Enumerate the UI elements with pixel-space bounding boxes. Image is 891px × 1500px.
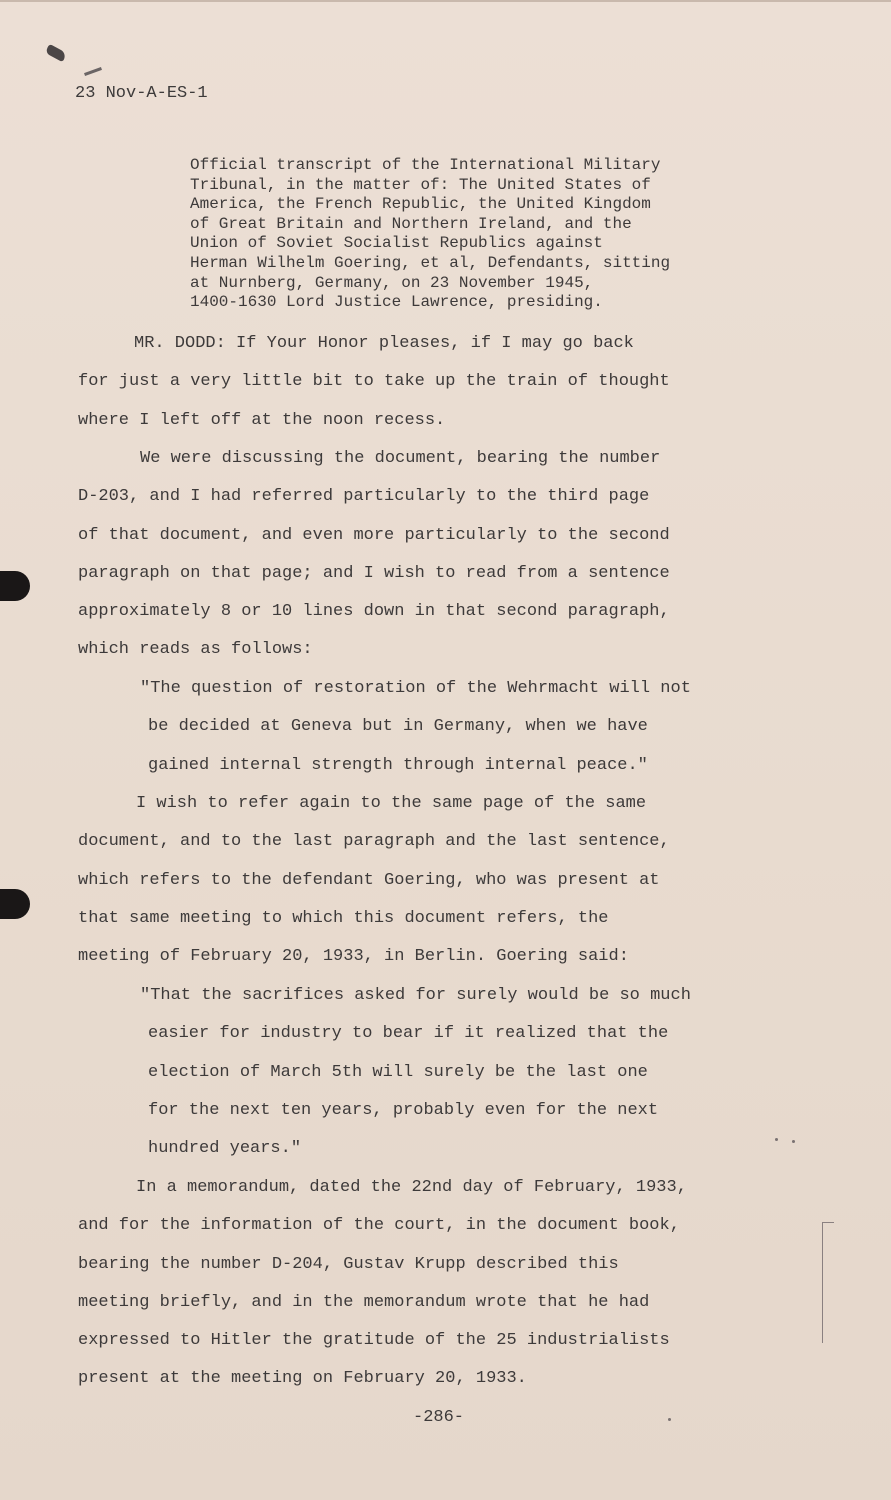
heading-line: Tribunal, in the matter of: The United States of <box>190 175 651 194</box>
heading-line: Herman Wilhelm Goering, et al, Defendants, sitting <box>190 253 671 272</box>
binder-hole <box>0 889 30 919</box>
text-line: We were discussing the document, bearing the number <box>140 449 661 468</box>
text-line: document, and to the last paragraph and the last sentence, <box>78 832 670 852</box>
text-line: MR. DODD: If Your Honor pleases, if I may go back <box>134 334 634 353</box>
text-line: approximately 8 or 10 lines down in that second paragraph, <box>78 602 670 622</box>
text-line: which reads as follows: <box>78 640 313 660</box>
text-line: that same meeting to which this document refers, the <box>78 908 609 928</box>
paragraph-d203 <box>78 440 670 670</box>
text-line: bearing the number D-204, Gustav Krupp described this <box>78 1254 619 1274</box>
text-line: present at the meeting on February 20, 1933. <box>78 1369 527 1389</box>
text-line: hundred years." <box>148 1139 302 1159</box>
text-line: easier for industry to bear if it realized that the <box>148 1024 669 1044</box>
heading-line: at Nurnberg, Germany, on 23 November 1945, <box>190 273 594 292</box>
text-line: meeting of February 20, 1933, in Berlin. Goering said: <box>78 947 629 967</box>
paragraph-dodd-intro <box>78 325 670 440</box>
heading-line: 1400-1630 Lord Justice Lawrence, presiding. <box>190 293 603 312</box>
text-line: paragraph on that page; and I wish to read from a sentence <box>78 563 670 583</box>
text-line: and for the information of the court, in the document book, <box>78 1216 680 1236</box>
text-line: In a memorandum, dated the 22nd day of February, 1933, <box>136 1178 687 1197</box>
paragraph-goering <box>78 785 670 976</box>
text-line: I wish to refer again to the same page of the same <box>136 794 647 813</box>
paragraph-memorandum <box>78 1169 687 1399</box>
margin-bracket <box>822 1222 834 1343</box>
heading-line: Union of Soviet Socialist Republics against <box>190 234 603 253</box>
text-line: of that document, and even more particularly to the second <box>78 525 670 545</box>
paper-speck <box>668 1418 671 1421</box>
text-line: election of March 5th will surely be the last one <box>148 1062 648 1082</box>
text-line: be decided at Geneva but in Germany, when we have <box>148 717 648 737</box>
quotation-wehrmacht <box>140 670 691 785</box>
text-line: "The question of restoration of the Wehrmacht will not <box>140 679 691 698</box>
page-edge <box>0 0 891 2</box>
ink-smudge <box>45 44 67 62</box>
heading-line: of Great Britain and Northern Ireland, and the <box>190 214 632 233</box>
binder-hole <box>0 571 30 601</box>
text-line: expressed to Hitler the gratitude of the 25 industrialists <box>78 1331 670 1351</box>
text-line: gained internal strength through internal peace." <box>148 755 648 775</box>
transcript-heading <box>190 156 790 313</box>
text-line: where I left off at the noon recess. <box>78 410 446 430</box>
text-line: for the next ten years, probably even for the next <box>148 1100 659 1120</box>
text-line: which refers to the defendant Goering, who was present at <box>78 870 660 890</box>
page-identifier: 23 Nov-A-ES-1 <box>75 84 208 103</box>
text-line: "That the sacrifices asked for surely would be so much <box>140 986 691 1005</box>
text-line: D-203, and I had referred particularly to the third page <box>78 487 650 507</box>
quotation-sacrifices <box>140 977 691 1168</box>
text-line: meeting briefly, and in the memorandum wrote that he had <box>78 1292 650 1312</box>
heading-line: Official transcript of the International Military <box>190 156 661 174</box>
text-line: for just a very little bit to take up the train of thought <box>78 372 670 392</box>
page-number: -286- <box>413 1408 465 1427</box>
paper-speck <box>792 1140 795 1143</box>
ink-smudge <box>84 67 102 76</box>
heading-line: America, the French Republic, the United Kingdom <box>190 195 651 214</box>
paper-speck <box>775 1138 778 1141</box>
